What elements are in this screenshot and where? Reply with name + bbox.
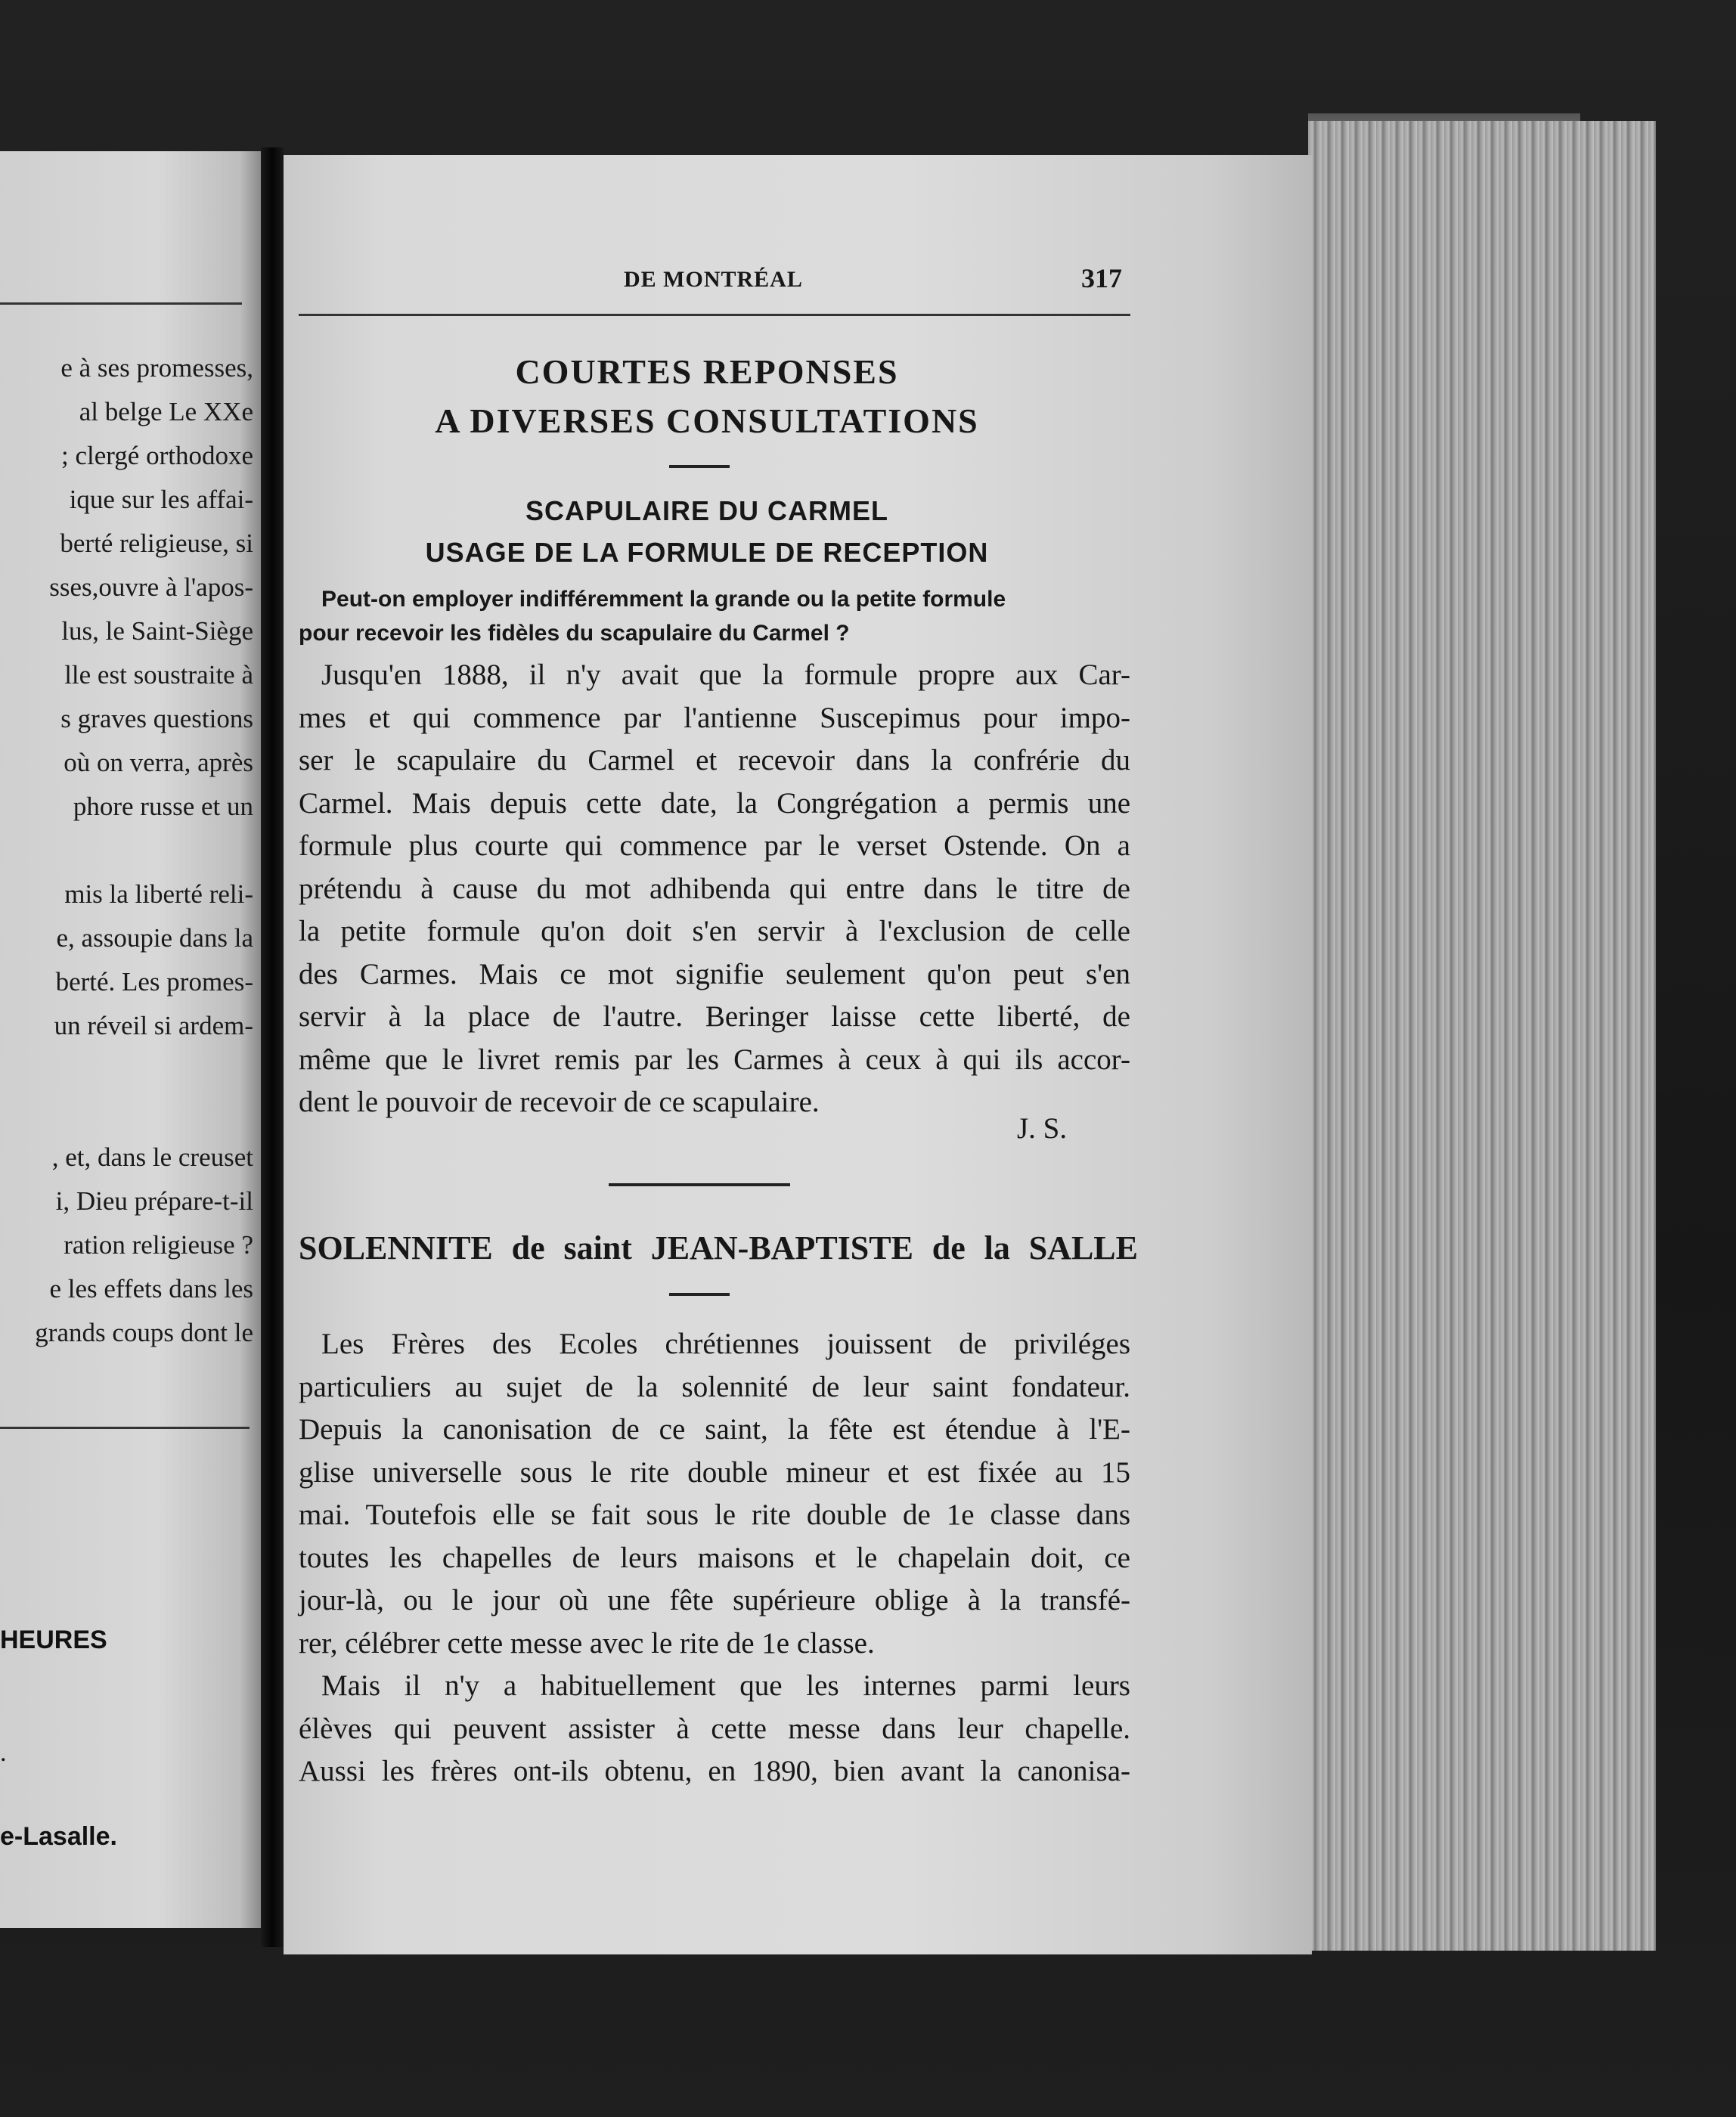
left-fragment: . — [0, 1739, 7, 1767]
left-page — [0, 151, 261, 1928]
section-subtitle: SCAPULAIRE DU CARMEL — [525, 495, 888, 526]
left-line: ; clergé orthodoxe — [61, 441, 253, 470]
text-line: glise universelle sous le rite double mineur et est fixée au 15 — [299, 1455, 1130, 1489]
left-text-column — [4, 346, 253, 1355]
text-line: Mais il n'y a habituellement que les internes parmi leurs — [321, 1669, 1130, 1702]
signature: J. S. — [1017, 1112, 1068, 1145]
left-line — [4, 1048, 253, 1092]
text-line: même que le livret remis par les Carmes à ceux à qui ils accor- — [299, 1043, 1130, 1076]
left-line: i, Dieu prépare-t-il — [55, 1186, 253, 1216]
question — [299, 582, 1138, 650]
running-head: DE MONTRÉAL — [624, 267, 803, 292]
left-fragment: e-Lasalle. — [0, 1822, 117, 1851]
text-line: rer, célébrer cette messe avec le rite de 1e classe. — [299, 1626, 875, 1660]
text-line: particuliers au sujet de la solennité de leur saint fondateur. — [299, 1370, 1130, 1403]
text-line: Aussi les frères ont-ils obtenu, en 1890, bien avant la canonisa- — [299, 1755, 1130, 1787]
question-line: pour recevoir les fidèles du scapulaire du Carmel ? — [299, 621, 850, 646]
question-line: Peut-on employer indifféremment la grande ou la petite formule — [321, 587, 1006, 612]
book-gutter — [261, 147, 284, 1947]
right-page — [284, 155, 1312, 1954]
text-line: élèves qui peuvent assister à cette messe dans leur chapelle. — [299, 1712, 1130, 1745]
text-line: toutes les chapelles de leurs maisons et le chapelain doit, ce — [299, 1541, 1130, 1574]
section-title: SOLENNITE de saint JEAN-BAPTISTE de la SALLE — [299, 1229, 1138, 1266]
left-line: , et, dans le creuset — [51, 1142, 253, 1172]
article-title: A DIVERSES CONSULTATIONS — [435, 401, 979, 440]
answer-text — [299, 654, 1130, 1124]
text-line: ser le scapulaire du Carmel et recevoir dans la confrérie du — [299, 744, 1130, 776]
section-rule — [609, 1183, 790, 1186]
section2-text — [299, 1323, 1130, 1793]
text-line: mai. Toutefois elle se fait sous le rite double de 1e classe dans — [299, 1499, 1130, 1531]
text-line: Les Frères des Ecoles chrétiennes jouissent de priviléges — [321, 1328, 1130, 1360]
text-line: mes et qui commence par l'antienne Suscepimus pour impo- — [299, 701, 1130, 734]
left-heading: HEURES — [0, 1626, 107, 1654]
left-line: phore russe et un — [73, 792, 253, 821]
left-line: mis la liberté reli- — [64, 879, 253, 909]
left-line: s graves questions — [60, 704, 253, 733]
title-rule — [669, 465, 730, 468]
text-line: jour-là, ou le jour où une fête supérieure oblige à la transfé- — [299, 1584, 1130, 1616]
left-line: e à ses promesses, — [60, 353, 253, 383]
article-title: COURTES REPONSES — [515, 352, 899, 391]
left-line — [4, 1092, 253, 1136]
left-line: un réveil si ardem- — [54, 1011, 253, 1040]
left-line: e les effets dans les — [49, 1274, 253, 1303]
left-line: lle est soustraite à — [64, 660, 253, 690]
text-line: la petite formule qu'on doit s'en servir à l'exclusion de celle — [299, 915, 1130, 947]
text-line: Carmel. Mais depuis cette date, la Congrégation a permis une — [299, 786, 1130, 820]
left-line: ique sur les affai- — [69, 485, 253, 514]
left-line: e, assoupie dans la — [56, 923, 253, 953]
text-line: Jusqu'en 1888, il n'y avait que la formule propre aux Car- — [321, 659, 1130, 691]
left-head-rule — [0, 302, 242, 305]
left-section-rule — [0, 1427, 250, 1429]
left-line — [4, 829, 253, 873]
left-line: ration religieuse ? — [64, 1230, 253, 1260]
text-line: dent le pouvoir de recevoir de ce scapulaire. — [299, 1086, 820, 1118]
left-line: où on verra, après — [64, 748, 253, 777]
text-line: prétendu à cause du mot adhibenda qui entre dans le titre de — [299, 872, 1130, 905]
left-line: lus, le Saint-Siège — [61, 616, 253, 646]
page-edges — [1308, 121, 1656, 1951]
text-line: des Carmes. Mais ce mot signifie seulement qu'on peut s'en — [299, 957, 1130, 990]
text-line: servir à la place de l'autre. Beringer laisse cette liberté, de — [299, 1000, 1130, 1033]
text-line: Depuis la canonisation de ce saint, la fête est étendue à l'E- — [299, 1413, 1130, 1446]
text-line: formule plus courte qui commence par le verset Ostende. On a — [299, 829, 1130, 862]
left-line: berté. Les promes- — [55, 967, 253, 997]
page-number: 317 — [1081, 263, 1122, 293]
head-rule — [299, 314, 1130, 316]
left-line: grands coups dont le — [35, 1318, 253, 1347]
section-subtitle: USAGE DE LA FORMULE DE RECEPTION — [425, 537, 989, 568]
left-line: berté religieuse, si — [60, 528, 253, 558]
left-line: sses,ouvre à l'apos- — [49, 572, 253, 602]
section-title-rule — [669, 1293, 730, 1296]
left-line: al belge Le XXe — [79, 397, 253, 426]
